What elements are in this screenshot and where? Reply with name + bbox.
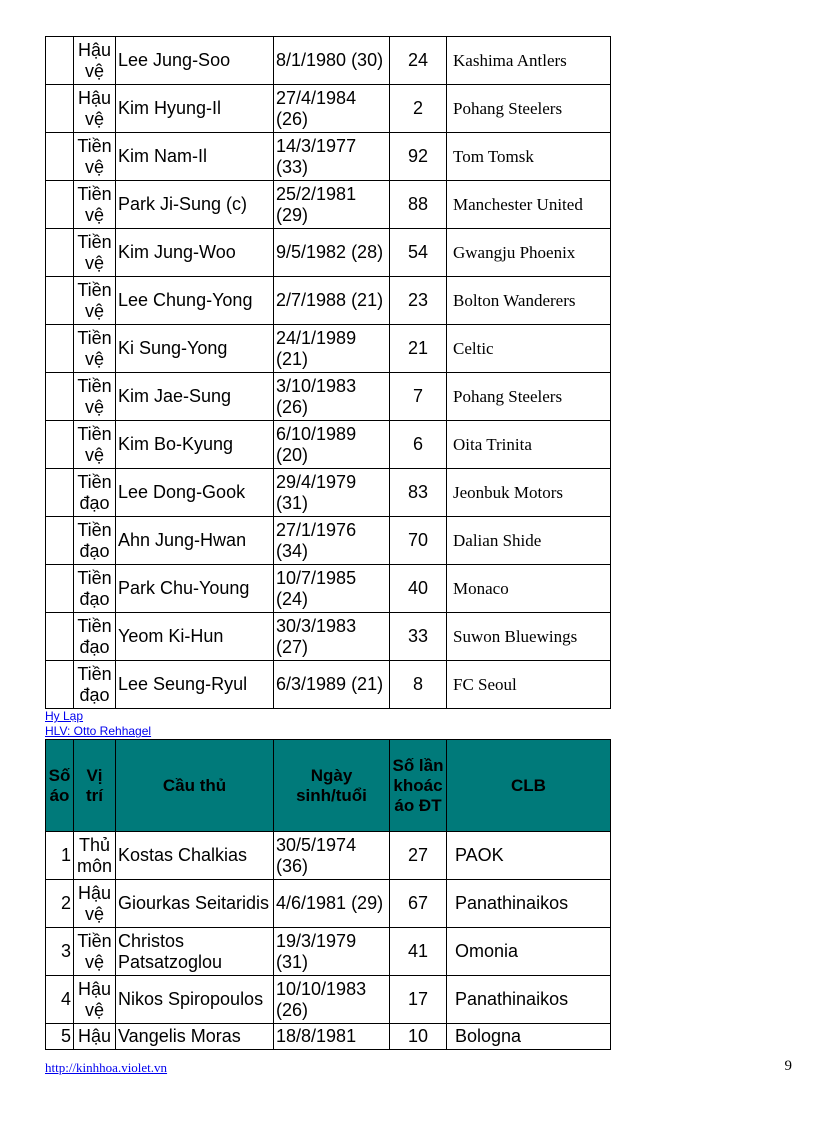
club-cell: Jeonbuk Motors	[447, 469, 611, 517]
number-cell: 3	[46, 928, 74, 976]
birth-cell: 30/5/1974 (36)	[274, 832, 390, 880]
position-cell: Tiền đạo	[74, 469, 116, 517]
table-row	[46, 832, 611, 880]
table-row	[46, 85, 611, 133]
birth-cell: 29/4/1979 (31)	[274, 469, 390, 517]
number-cell	[46, 421, 74, 469]
header-club: CLB	[447, 740, 611, 832]
number-cell: 2	[46, 880, 74, 928]
birth-cell: 14/3/1977 (33)	[274, 133, 390, 181]
position-cell: Thủ môn	[74, 832, 116, 880]
club-cell: Pohang Steelers	[447, 85, 611, 133]
header-position: Vị trí	[74, 740, 116, 832]
club-cell: Oita Trinita	[447, 421, 611, 469]
player-name-cell: Kim Nam-Il	[116, 133, 274, 181]
header-birth: Ngày sinh/tuổi	[274, 740, 390, 832]
korea-squad-table	[45, 36, 611, 709]
position-cell: Tiền đạo	[74, 565, 116, 613]
club-cell: Kashima Antlers	[447, 37, 611, 85]
birth-cell: 24/1/1989 (21)	[274, 325, 390, 373]
position-cell: Tiền vệ	[74, 277, 116, 325]
caps-cell: 33	[390, 613, 447, 661]
caps-cell: 88	[390, 181, 447, 229]
number-cell	[46, 517, 74, 565]
player-name-cell: Giourkas Seitaridis	[116, 880, 274, 928]
club-cell: Panathinaikos	[447, 976, 611, 1024]
number-cell	[46, 661, 74, 709]
footer-url-link[interactable]: http://kinhhoa.violet.vn	[45, 1060, 168, 1075]
number-cell	[46, 373, 74, 421]
club-cell: Dalian Shide	[447, 517, 611, 565]
player-name-cell: Yeom Ki-Hun	[116, 613, 274, 661]
caps-cell: 10	[390, 1024, 447, 1050]
caps-cell: 27	[390, 832, 447, 880]
caps-cell: 83	[390, 469, 447, 517]
caps-cell: 41	[390, 928, 447, 976]
club-cell: PAOK	[447, 832, 611, 880]
birth-cell: 25/2/1981 (29)	[274, 181, 390, 229]
birth-cell: 30/3/1983 (27)	[274, 613, 390, 661]
caps-cell: 7	[390, 373, 447, 421]
birth-cell: 9/5/1982 (28)	[274, 229, 390, 277]
club-cell: Omonia	[447, 928, 611, 976]
table-row	[46, 613, 611, 661]
player-name-cell: Lee Jung-Soo	[116, 37, 274, 85]
greece-squad-table	[45, 739, 611, 1050]
player-name-cell: Ki Sung-Yong	[116, 325, 274, 373]
number-cell: 1	[46, 832, 74, 880]
birth-cell: 27/4/1984 (26)	[274, 85, 390, 133]
player-name-cell: Kim Jung-Woo	[116, 229, 274, 277]
player-name-cell: Kim Bo-Kyung	[116, 421, 274, 469]
player-name-cell: Kim Jae-Sung	[116, 373, 274, 421]
coach-link[interactable]: HLV: Otto Rehhagel	[45, 724, 152, 738]
birth-cell: 8/1/1980 (30)	[274, 37, 390, 85]
club-cell: Pohang Steelers	[447, 373, 611, 421]
table-row	[46, 373, 611, 421]
birth-cell: 18/8/1981	[274, 1024, 390, 1050]
position-cell: Tiền vệ	[74, 325, 116, 373]
number-cell	[46, 469, 74, 517]
club-cell: Gwangju Phoenix	[447, 229, 611, 277]
player-name-cell: Park Ji-Sung (c)	[116, 181, 274, 229]
caps-cell: 54	[390, 229, 447, 277]
number-cell	[46, 85, 74, 133]
number-cell	[46, 277, 74, 325]
birth-cell: 6/10/1989 (20)	[274, 421, 390, 469]
caps-cell: 40	[390, 565, 447, 613]
birth-cell: 6/3/1989 (21)	[274, 661, 390, 709]
table-row	[46, 517, 611, 565]
page-number: 9	[784, 1058, 792, 1074]
club-cell: Suwon Bluewings	[447, 613, 611, 661]
caps-cell: 17	[390, 976, 447, 1024]
birth-cell: 2/7/1988 (21)	[274, 277, 390, 325]
caps-cell: 24	[390, 37, 447, 85]
player-name-cell: Lee Chung-Yong	[116, 277, 274, 325]
player-name-cell: Kostas Chalkias	[116, 832, 274, 880]
player-name-cell: Park Chu-Young	[116, 565, 274, 613]
number-cell	[46, 565, 74, 613]
club-cell: Bologna	[447, 1024, 611, 1050]
caps-cell: 67	[390, 880, 447, 928]
player-name-cell: Lee Seung-Ryul	[116, 661, 274, 709]
table-row	[46, 1024, 611, 1050]
club-cell: Tom Tomsk	[447, 133, 611, 181]
caps-cell: 6	[390, 421, 447, 469]
player-name-cell: Vangelis Moras	[116, 1024, 274, 1050]
caps-cell: 2	[390, 85, 447, 133]
table-row	[46, 469, 611, 517]
table-row	[46, 880, 611, 928]
header-caps: Số lần khoác áo ĐT	[390, 740, 447, 832]
number-cell	[46, 229, 74, 277]
table-row	[46, 421, 611, 469]
position-cell: Tiền vệ	[74, 133, 116, 181]
table-row	[46, 277, 611, 325]
number-cell: 5	[46, 1024, 74, 1050]
birth-cell: 27/1/1976 (34)	[274, 517, 390, 565]
club-cell: Panathinaikos	[447, 880, 611, 928]
position-cell: Tiền đạo	[74, 517, 116, 565]
team-link-greece[interactable]: Hy Lạp	[45, 709, 84, 723]
caps-cell: 70	[390, 517, 447, 565]
club-cell: Bolton Wanderers	[447, 277, 611, 325]
caps-cell: 21	[390, 325, 447, 373]
player-name-cell: Christos Patsatzoglou	[116, 928, 274, 976]
caps-cell: 23	[390, 277, 447, 325]
position-cell: Hậu vệ	[74, 85, 116, 133]
caps-cell: 8	[390, 661, 447, 709]
club-cell: Celtic	[447, 325, 611, 373]
position-cell: Hậu vệ	[74, 976, 116, 1024]
club-cell: Monaco	[447, 565, 611, 613]
position-cell: Tiền vệ	[74, 373, 116, 421]
table-row	[46, 928, 611, 976]
table-row	[46, 661, 611, 709]
player-name-cell: Kim Hyung-Il	[116, 85, 274, 133]
position-cell: Tiền vệ	[74, 181, 116, 229]
number-cell	[46, 37, 74, 85]
table-header-row	[46, 740, 611, 832]
position-cell: Tiền vệ	[74, 229, 116, 277]
caps-cell: 92	[390, 133, 447, 181]
header-player: Cầu thủ	[116, 740, 274, 832]
table-row	[46, 325, 611, 373]
number-cell	[46, 181, 74, 229]
table-row	[46, 181, 611, 229]
position-cell: Hậu vệ	[74, 880, 116, 928]
birth-cell: 19/3/1979 (31)	[274, 928, 390, 976]
club-cell: FC Seoul	[447, 661, 611, 709]
number-cell: 4	[46, 976, 74, 1024]
player-name-cell: Ahn Jung-Hwan	[116, 517, 274, 565]
number-cell	[46, 325, 74, 373]
club-cell: Manchester United	[447, 181, 611, 229]
table-row	[46, 565, 611, 613]
table-row	[46, 976, 611, 1024]
header-number: Số áo	[46, 740, 74, 832]
number-cell	[46, 613, 74, 661]
table-row	[46, 229, 611, 277]
position-cell: Hậu	[74, 1024, 116, 1050]
birth-cell: 3/10/1983 (26)	[274, 373, 390, 421]
position-cell: Tiền vệ	[74, 928, 116, 976]
position-cell: Tiền đạo	[74, 613, 116, 661]
player-name-cell: Nikos Spiropoulos	[116, 976, 274, 1024]
player-name-cell: Lee Dong-Gook	[116, 469, 274, 517]
birth-cell: 10/7/1985 (24)	[274, 565, 390, 613]
position-cell: Hậu vệ	[74, 37, 116, 85]
birth-cell: 10/10/1983 (26)	[274, 976, 390, 1024]
table-row	[46, 133, 611, 181]
birth-cell: 4/6/1981 (29)	[274, 880, 390, 928]
position-cell: Tiền vệ	[74, 421, 116, 469]
number-cell	[46, 133, 74, 181]
table-row	[46, 37, 611, 85]
position-cell: Tiền đạo	[74, 661, 116, 709]
